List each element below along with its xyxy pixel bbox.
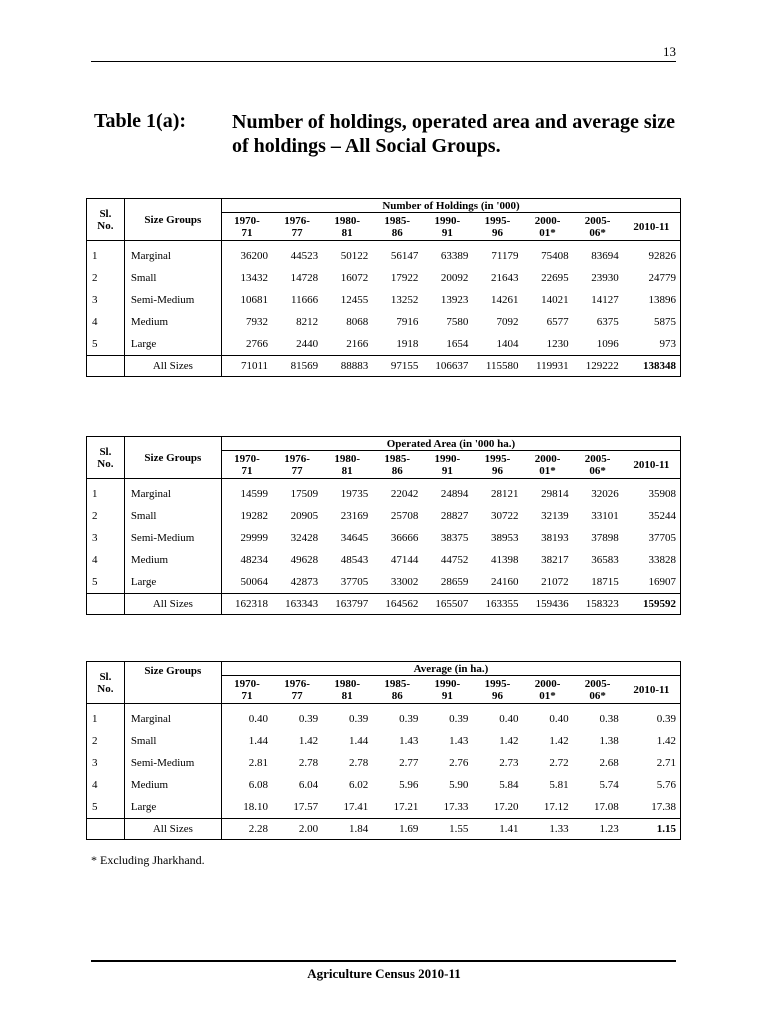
header-row	[87, 662, 681, 676]
total-cell: 97155	[372, 356, 422, 377]
footnote: * Excluding Jharkhand.	[91, 853, 205, 867]
table-cell: 50122	[340, 250, 369, 262]
table-cell: 13896	[623, 289, 681, 311]
table-cell: 33101	[591, 510, 619, 522]
table-cell: 2.78	[298, 757, 319, 769]
total-cell: 119931	[523, 356, 573, 377]
table-cell: 7092	[496, 316, 519, 328]
table-cell: 36200	[240, 250, 269, 262]
col-sl-header: Sl. No.	[87, 437, 125, 479]
table-cell: 2.68	[599, 757, 619, 769]
table-cell: 36583	[591, 554, 619, 566]
table-cell: 22042	[390, 488, 419, 500]
table-cell: 1.42	[623, 730, 681, 752]
table-cell: 37705	[340, 576, 369, 588]
table-cell: 24160	[491, 576, 519, 588]
year-header: 1990- 91	[422, 451, 472, 479]
year-header: 1985- 86	[372, 451, 422, 479]
year-header: 1970- 71	[221, 676, 272, 704]
table-title-label: Table 1(a):	[94, 110, 187, 132]
table-cell: 17.20	[493, 801, 519, 813]
table-cell: 0.39	[623, 704, 681, 731]
row-sl-no: 2	[87, 505, 125, 527]
table-cell: 5.84	[499, 779, 519, 791]
total-sl-cell	[87, 356, 125, 377]
row-size-group: Medium	[124, 549, 221, 571]
table-cell: 973	[623, 333, 681, 356]
total-cell: 1.41	[472, 819, 522, 840]
table-cell: 28121	[491, 488, 519, 500]
total-cell: 164562	[372, 594, 422, 615]
table-cell: 5.90	[449, 779, 469, 791]
total-cell: 1.15	[623, 819, 681, 840]
total-label: All Sizes	[124, 356, 221, 377]
total-cell: 81569	[272, 356, 322, 377]
table-title-text: Number of holdings, operated area and average size of holdings – All Social Groups.	[232, 111, 675, 157]
table-cell: 10681	[240, 294, 269, 306]
table-cell: 29999	[240, 532, 269, 544]
total-sl-cell	[87, 819, 125, 840]
table-cell: 16907	[623, 571, 681, 594]
year-header: 2010-11	[623, 451, 681, 479]
total-cell: 2.00	[272, 819, 322, 840]
total-cell: 165507	[422, 594, 472, 615]
table-cell: 0.38	[599, 713, 619, 725]
year-header: 1990- 91	[422, 676, 472, 704]
table-cell: 14728	[290, 272, 319, 284]
table-cell: 1.42	[298, 735, 319, 747]
total-row	[87, 356, 681, 377]
table-cell: 5.81	[549, 779, 569, 791]
total-cell: 88883	[322, 356, 372, 377]
col-size-groups-header: Size Groups	[124, 662, 221, 704]
col-size-groups-header: Size Groups	[124, 437, 221, 479]
table-cell: 0.40	[499, 713, 519, 725]
table-cell: 7580	[446, 316, 469, 328]
row-size-group: Marginal	[124, 241, 221, 268]
table-cell: 17.12	[543, 801, 569, 813]
table-cell: 17.57	[293, 801, 319, 813]
table-cell: 1.44	[248, 735, 269, 747]
table-cell: 37705	[623, 527, 681, 549]
table-cell: 6375	[596, 316, 619, 328]
col-size-groups-header: Size Groups	[124, 199, 221, 241]
table-cell: 1.43	[399, 735, 419, 747]
table-cell: 5875	[623, 311, 681, 333]
table-cell: 35244	[623, 505, 681, 527]
table-cell: 22695	[541, 272, 569, 284]
table-cell: 20905	[290, 510, 319, 522]
row-size-group: Large	[124, 796, 221, 819]
row-size-group: Semi-Medium	[124, 752, 221, 774]
table-cell: 34645	[340, 532, 369, 544]
year-header: 1970- 71	[221, 451, 272, 479]
table-cell: 2.73	[499, 757, 519, 769]
total-cell: 163355	[472, 594, 522, 615]
year-header: 2000- 01*	[523, 676, 573, 704]
header-row	[87, 199, 681, 213]
table-cell: 36666	[390, 532, 419, 544]
total-cell: 129222	[573, 356, 623, 377]
table-cell: 1.38	[599, 735, 619, 747]
year-header: 1995- 96	[472, 213, 522, 241]
row-sl-no: 1	[87, 241, 125, 268]
table-cell: 1.42	[499, 735, 519, 747]
year-header: 1985- 86	[372, 676, 422, 704]
year-header: 2005- 06*	[573, 451, 623, 479]
table-cell: 23930	[591, 272, 619, 284]
table-cell: 11666	[291, 294, 319, 306]
table-cell: 48543	[340, 554, 369, 566]
table-cell: 44523	[290, 250, 319, 262]
table-cell: 38217	[541, 554, 569, 566]
total-label: All Sizes	[124, 594, 221, 615]
table-cell: 2.72	[549, 757, 569, 769]
table-cell: 14261	[491, 294, 519, 306]
row-sl-no: 1	[87, 479, 125, 506]
header-row	[87, 437, 681, 451]
table-cell: 71179	[491, 250, 519, 262]
row-sl-no: 4	[87, 774, 125, 796]
table-cell: 17.33	[443, 801, 469, 813]
table-cell: 41398	[491, 554, 519, 566]
table-cell: 1918	[396, 338, 419, 350]
table-row	[87, 730, 681, 752]
table-cell: 44752	[440, 554, 469, 566]
total-cell: 2.28	[221, 819, 272, 840]
table-cell: 2.76	[449, 757, 469, 769]
table-row	[87, 774, 681, 796]
year-header: 1976- 77	[272, 451, 322, 479]
table-cell: 42873	[290, 576, 319, 588]
table-row	[87, 311, 681, 333]
row-sl-no: 4	[87, 311, 125, 333]
total-cell: 71011	[221, 356, 272, 377]
table-row	[87, 571, 681, 594]
table-cell: 19282	[240, 510, 269, 522]
table-cell: 2.81	[248, 757, 269, 769]
table-cell: 28827	[440, 510, 469, 522]
table-cell: 17.41	[343, 801, 369, 813]
total-cell: 1.55	[422, 819, 472, 840]
table-cell: 2.77	[399, 757, 419, 769]
table-cell: 8212	[296, 316, 319, 328]
row-sl-no: 3	[87, 289, 125, 311]
table-cell: 1654	[446, 338, 469, 350]
year-header: 1995- 96	[472, 451, 522, 479]
table-cell: 1404	[496, 338, 519, 350]
row-sl-no: 4	[87, 549, 125, 571]
average-size-table	[86, 661, 681, 840]
page-footer: Agriculture Census 2010-11	[307, 966, 461, 981]
measure-header: Operated Area (in '000 ha.)	[221, 437, 680, 451]
year-header: 2005- 06*	[573, 676, 623, 704]
operated-area-table	[86, 436, 681, 615]
table-cell: 14021	[541, 294, 569, 306]
year-header: 1985- 86	[372, 213, 422, 241]
total-label: All Sizes	[124, 819, 221, 840]
table-row	[87, 796, 681, 819]
table-cell: 1.43	[449, 735, 469, 747]
table-cell: 23169	[340, 510, 369, 522]
table-cell: 5.76	[623, 774, 681, 796]
table-cell: 6.02	[348, 779, 369, 791]
row-size-group: Small	[124, 505, 221, 527]
table-cell: 6577	[546, 316, 569, 328]
table-cell: 29814	[541, 488, 569, 500]
total-cell: 115580	[472, 356, 522, 377]
table-cell: 7932	[246, 316, 269, 328]
table-cell: 5.74	[599, 779, 619, 791]
table-cell: 1.42	[549, 735, 569, 747]
row-size-group: Marginal	[124, 479, 221, 506]
table-cell: 17509	[290, 488, 319, 500]
table-cell: 37898	[591, 532, 619, 544]
total-cell: 106637	[422, 356, 472, 377]
table-cell: 2166	[346, 338, 369, 350]
table-row	[87, 704, 681, 731]
table-cell: 13432	[240, 272, 269, 284]
table-cell: 38193	[541, 532, 569, 544]
row-size-group: Large	[124, 571, 221, 594]
table-cell: 50064	[240, 576, 269, 588]
year-header: 1976- 77	[272, 676, 322, 704]
col-sl-header: Sl. No.	[87, 199, 125, 241]
total-cell: 1.23	[573, 819, 623, 840]
table-cell: 48234	[240, 554, 269, 566]
row-sl-no: 2	[87, 730, 125, 752]
table-cell: 2766	[246, 338, 269, 350]
table-cell: 21072	[541, 576, 569, 588]
table-cell: 1.44	[348, 735, 369, 747]
table-row	[87, 241, 681, 268]
table-row	[87, 527, 681, 549]
table-cell: 19735	[340, 488, 369, 500]
table-cell: 17.38	[623, 796, 681, 819]
year-header: 1970- 71	[221, 213, 272, 241]
table-row	[87, 479, 681, 506]
table-cell: 47144	[390, 554, 419, 566]
table-cell: 56147	[390, 250, 419, 262]
table-cell: 38375	[440, 532, 469, 544]
table-cell: 18.10	[243, 801, 269, 813]
table-row	[87, 333, 681, 356]
table-cell: 7916	[396, 316, 419, 328]
table-cell: 6.08	[248, 779, 269, 791]
table-cell: 8068	[346, 316, 369, 328]
year-header: 2005- 06*	[573, 213, 623, 241]
table-cell: 0.39	[298, 713, 319, 725]
row-size-group: Semi-Medium	[124, 289, 221, 311]
table-cell: 6.04	[298, 779, 319, 791]
total-cell: 163343	[272, 594, 322, 615]
bottom-rule	[91, 960, 676, 962]
table-cell: 2.78	[348, 757, 369, 769]
table-cell: 32428	[290, 532, 319, 544]
row-sl-no: 2	[87, 267, 125, 289]
total-cell: 159436	[523, 594, 573, 615]
table-cell: 2440	[296, 338, 319, 350]
table-row	[87, 752, 681, 774]
total-cell: 158323	[573, 594, 623, 615]
year-header: 2010-11	[623, 676, 681, 704]
table-cell: 20092	[440, 272, 469, 284]
table-cell: 24779	[623, 267, 681, 289]
total-row	[87, 819, 681, 840]
table-cell: 32139	[541, 510, 569, 522]
table-cell: 0.39	[449, 713, 469, 725]
row-size-group: Small	[124, 730, 221, 752]
table-cell: 17922	[390, 272, 419, 284]
table-cell: 0.39	[348, 713, 369, 725]
row-sl-no: 3	[87, 527, 125, 549]
table-row	[87, 267, 681, 289]
table-cell: 83694	[591, 250, 619, 262]
table-cell: 28659	[440, 576, 469, 588]
table-cell: 0.39	[399, 713, 419, 725]
table-cell: 14127	[591, 294, 619, 306]
year-header: 2010-11	[623, 213, 681, 241]
measure-header: Number of Holdings (in '000)	[221, 199, 680, 213]
year-header: 1990- 91	[422, 213, 472, 241]
total-cell: 138348	[623, 356, 681, 377]
table-cell: 21643	[491, 272, 519, 284]
row-size-group: Small	[124, 267, 221, 289]
row-size-group: Large	[124, 333, 221, 356]
table-cell: 92826	[623, 241, 681, 268]
table-cell: 0.40	[549, 713, 569, 725]
table-cell: 5.96	[399, 779, 419, 791]
total-cell: 1.33	[523, 819, 573, 840]
table-cell: 17.08	[593, 801, 619, 813]
table-cell: 75408	[541, 250, 569, 262]
total-cell: 163797	[322, 594, 372, 615]
table-cell: 32026	[591, 488, 619, 500]
table-cell: 0.40	[248, 713, 269, 725]
row-sl-no: 3	[87, 752, 125, 774]
table-cell: 12455	[340, 294, 369, 306]
table-cell: 63389	[440, 250, 469, 262]
year-header: 1980- 81	[322, 213, 372, 241]
year-header: 1976- 77	[272, 213, 322, 241]
table-row	[87, 505, 681, 527]
top-rule	[91, 61, 676, 62]
total-cell: 1.84	[322, 819, 372, 840]
table-cell: 14599	[240, 488, 269, 500]
table-row	[87, 549, 681, 571]
table-cell: 17.21	[393, 801, 419, 813]
table-cell: 16072	[340, 272, 369, 284]
holdings-table	[86, 198, 681, 377]
table-cell: 18715	[591, 576, 619, 588]
row-sl-no: 5	[87, 796, 125, 819]
table-row	[87, 289, 681, 311]
table-cell: 30722	[491, 510, 519, 522]
year-header: 2000- 01*	[523, 213, 573, 241]
total-cell: 159592	[623, 594, 681, 615]
table-cell: 33828	[623, 549, 681, 571]
row-sl-no: 5	[87, 333, 125, 356]
page-number: 13	[663, 44, 676, 59]
year-header: 1980- 81	[322, 451, 372, 479]
total-sl-cell	[87, 594, 125, 615]
measure-header: Average (in ha.)	[221, 662, 680, 676]
table-cell: 25708	[390, 510, 419, 522]
row-sl-no: 1	[87, 704, 125, 731]
year-header: 2000- 01*	[523, 451, 573, 479]
year-header: 1995- 96	[472, 676, 522, 704]
table-cell: 38953	[491, 532, 519, 544]
table-cell: 13252	[390, 294, 419, 306]
col-sl-header: Sl. No.	[87, 662, 125, 704]
row-size-group: Medium	[124, 774, 221, 796]
year-header: 1980- 81	[322, 676, 372, 704]
table-cell: 33002	[390, 576, 419, 588]
table-cell: 13923	[440, 294, 469, 306]
row-size-group: Marginal	[124, 704, 221, 731]
row-size-group: Medium	[124, 311, 221, 333]
total-cell: 162318	[221, 594, 272, 615]
row-size-group: Semi-Medium	[124, 527, 221, 549]
table-cell: 1096	[596, 338, 619, 350]
row-sl-no: 5	[87, 571, 125, 594]
total-row	[87, 594, 681, 615]
table-cell: 24894	[440, 488, 469, 500]
table-cell: 35908	[623, 479, 681, 506]
table-cell: 1230	[546, 338, 569, 350]
table-cell: 2.71	[623, 752, 681, 774]
table-cell: 49628	[290, 554, 319, 566]
total-cell: 1.69	[372, 819, 422, 840]
